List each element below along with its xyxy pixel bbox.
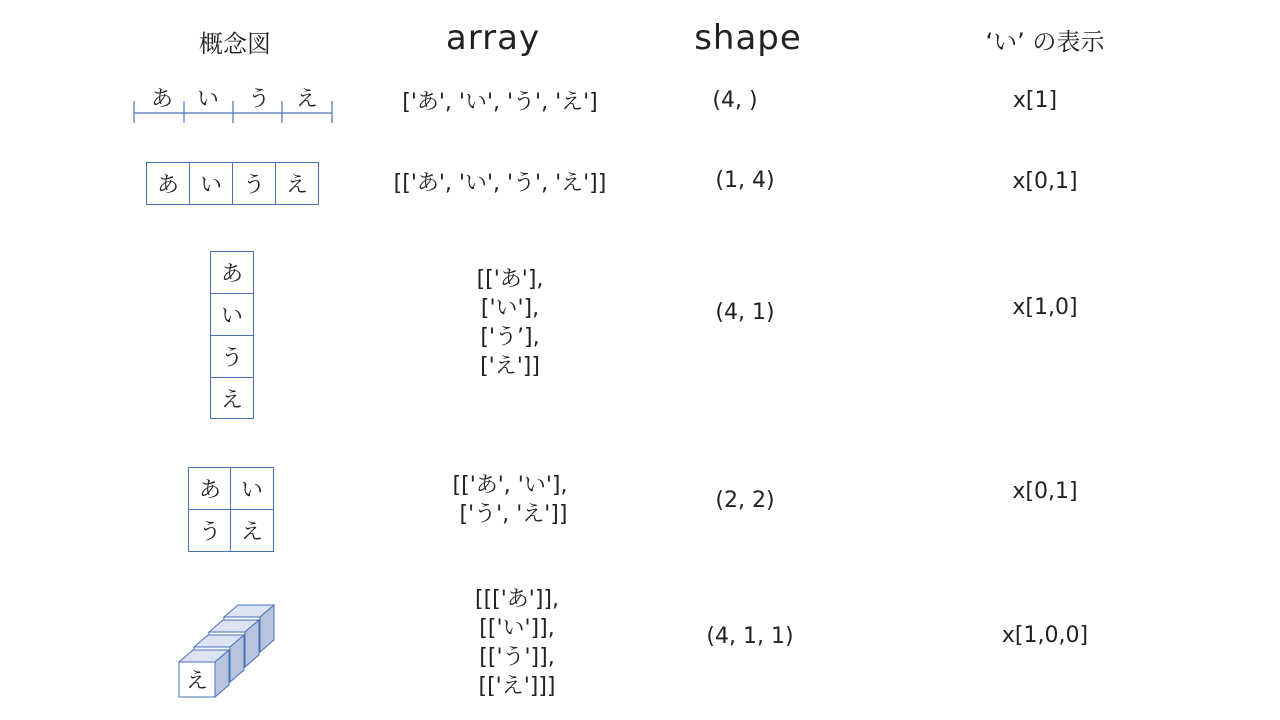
row3-cell: い bbox=[210, 293, 254, 336]
row4-cell: う bbox=[188, 509, 232, 552]
row2-cell: あ bbox=[146, 162, 190, 205]
row2-shape: (1, 4) bbox=[715, 168, 775, 193]
row1-cell: あ bbox=[150, 87, 173, 112]
row2-index: x[0,1] bbox=[1012, 169, 1078, 194]
header-array: array bbox=[445, 18, 541, 58]
row5-array: [[['あ']], [['い']], [['う']], [['え']]] bbox=[474, 587, 559, 699]
row2-cell: う bbox=[232, 162, 276, 205]
row3-shape: (4, 1) bbox=[715, 300, 775, 325]
header-concept: 概念図 bbox=[199, 30, 271, 58]
row4-cell: い bbox=[230, 467, 274, 510]
row1-index: x[1] bbox=[1012, 88, 1058, 113]
row4-array: [['あ', 'い'], ['う', 'え']] bbox=[452, 473, 568, 527]
row1-cell: う bbox=[247, 87, 270, 112]
row5-cubes bbox=[0, 0, 1, 1]
row1-shape: (4, ) bbox=[712, 88, 758, 113]
row2-cell: え bbox=[275, 162, 319, 205]
row4-cell: え bbox=[230, 509, 274, 552]
row2-cell: い bbox=[189, 162, 233, 205]
row3-cell: え bbox=[210, 377, 254, 419]
header-display: ‘い’ の表示 bbox=[985, 28, 1105, 56]
row3-index: x[1,0] bbox=[1012, 295, 1078, 320]
row4-cell: あ bbox=[188, 467, 232, 510]
row5-shape: (4, 1, 1) bbox=[706, 624, 794, 649]
row4-index: x[0,1] bbox=[1012, 479, 1078, 504]
row3-cell: う bbox=[210, 335, 254, 378]
row3-array: [['あ'], ['い'], ['う’], ['え']] bbox=[476, 267, 544, 379]
row4-shape: (2, 2) bbox=[715, 488, 775, 513]
row5-front-cell: え bbox=[185, 669, 208, 694]
row2-array: [['あ', 'い', 'う', 'え']] bbox=[393, 171, 607, 196]
row5-index: x[1,0,0] bbox=[1001, 623, 1089, 648]
row1-array: ['あ', 'い', 'う', 'え'] bbox=[402, 90, 598, 115]
row1-cell: え bbox=[295, 87, 318, 112]
row1-cell: い bbox=[196, 87, 219, 112]
row3-cell: あ bbox=[210, 251, 254, 294]
header-shape: shape bbox=[694, 18, 802, 58]
